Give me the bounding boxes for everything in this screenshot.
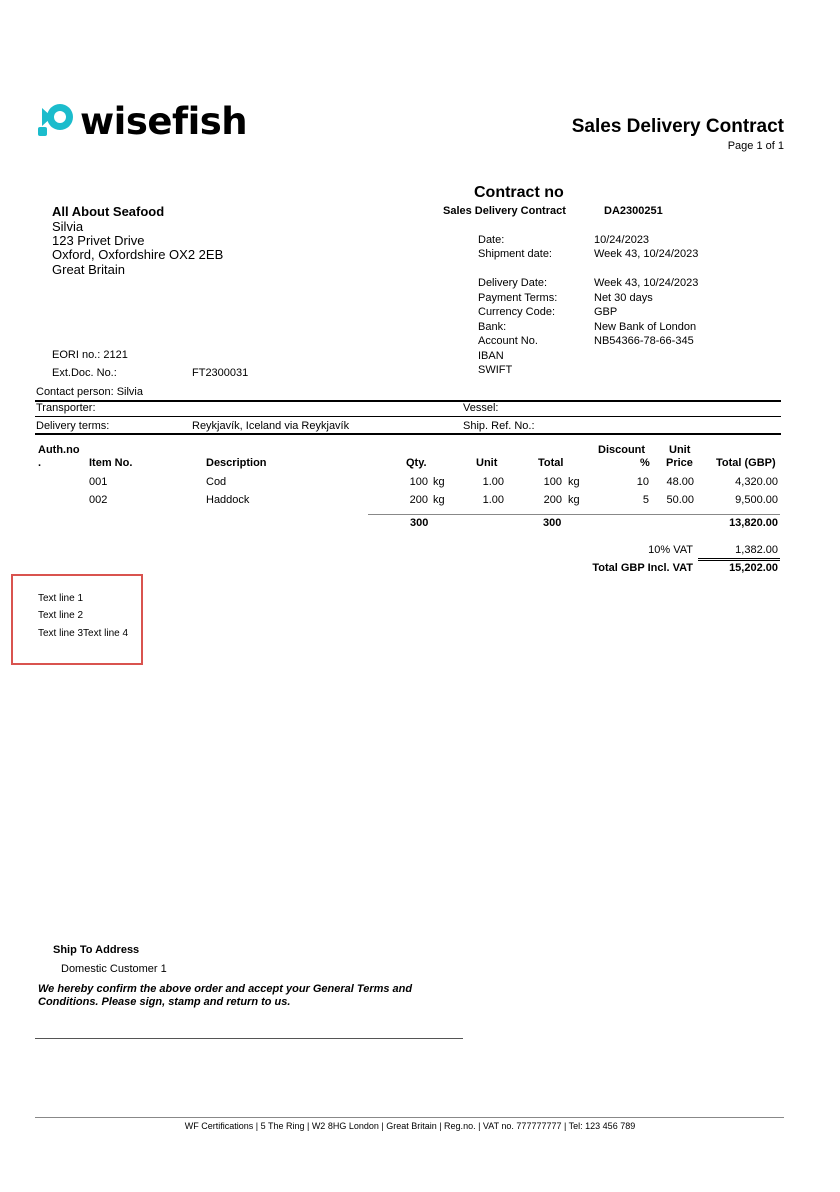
cell-description: Haddock	[206, 494, 250, 506]
ship-to-value: Domestic Customer 1	[61, 963, 167, 975]
divider	[35, 433, 781, 435]
cell-qty: 100	[409, 476, 428, 488]
transporter-label: Transporter:	[36, 402, 96, 414]
cell-amount: 4,320.00	[735, 476, 778, 488]
cell-qty-unit: kg	[433, 494, 445, 506]
ship-to-label: Ship To Address	[53, 944, 140, 956]
cell-item: 002	[89, 494, 108, 506]
detail-label: IBAN	[478, 350, 504, 362]
cell-unit: 1.00	[482, 494, 504, 506]
detail-value: NB54366-78-66-345	[594, 335, 694, 347]
cell-total-unit: kg	[568, 494, 580, 506]
page-number: Page 1 of 1	[727, 140, 784, 152]
cell-amount: 9,500.00	[735, 494, 778, 506]
col-description: Description	[206, 457, 267, 469]
detail-value: GBP	[594, 306, 618, 318]
logo-wordmark: wisefish	[80, 100, 248, 143]
col-item: Item No.	[89, 457, 133, 469]
cell-discount: 10	[636, 476, 649, 488]
divider	[368, 514, 780, 515]
customer-street: 123 Privet Drive	[52, 233, 145, 248]
sum-qty: 300	[410, 517, 429, 529]
detail-label: Payment Terms:	[478, 292, 558, 304]
col-auth-dot: .	[38, 457, 42, 469]
cell-qty-unit: kg	[433, 476, 445, 488]
cell-total-unit: kg	[568, 476, 580, 488]
grand-total-amount: 15,202.00	[729, 562, 778, 574]
detail-label: Date:	[478, 234, 505, 246]
detail-label: SWIFT	[478, 364, 513, 376]
detail-value: New Bank of London	[594, 321, 697, 333]
document-title: Sales Delivery Contract	[571, 116, 784, 137]
cell-unit: 1.00	[482, 476, 504, 488]
cell-qty: 200	[409, 494, 428, 506]
contract-number: DA2300251	[604, 205, 663, 217]
detail-value: Week 43, 10/24/2023	[594, 277, 699, 289]
col-unit-price: Unit	[669, 444, 691, 456]
cell-total: 100	[543, 476, 562, 488]
ext-doc-value: FT2300031	[192, 367, 249, 379]
detail-label: Account No.	[478, 335, 538, 347]
vat-label: 10% VAT	[648, 544, 693, 556]
col-qty: Qty.	[406, 457, 427, 469]
detail-value: Week 43, 10/24/2023	[594, 248, 699, 260]
footer-text: WF Certifications | 5 The Ring | W2 8HG London | Great Britain | Reg.no. | VAT no. 777777777 | Tel: 123 456 789	[184, 1121, 636, 1131]
customer-city: Oxford, Oxfordshire OX2 2EB	[52, 247, 224, 262]
detail-label: Currency Code:	[478, 306, 556, 318]
col-unit: Unit	[476, 457, 498, 469]
delivery-terms-value: Reykjavík, Iceland via Reykjavík	[192, 420, 350, 432]
col-auth: Auth.no	[38, 444, 80, 456]
sum-amount: 13,820.00	[729, 517, 778, 529]
delivery-terms-label: Delivery terms:	[36, 420, 110, 432]
detail-label: Shipment date:	[478, 248, 552, 260]
col-discount: Discount	[598, 444, 646, 456]
detail-value: 10/24/2023	[594, 234, 650, 246]
confirmation-text: Conditions. Please sign, stamp and return to us.	[38, 996, 291, 1008]
divider	[35, 400, 781, 402]
vat-amount: 1,382.00	[735, 544, 778, 556]
divider	[698, 560, 780, 561]
contact-person: Contact person: Silvia	[36, 386, 143, 398]
sum-total: 300	[543, 517, 562, 529]
cell-total: 200	[543, 494, 562, 506]
cell-item: 001	[89, 476, 108, 488]
footer-divider	[35, 1117, 784, 1118]
col-total-gbp: Total (GBP)	[716, 457, 776, 469]
customer-country: Great Britain	[52, 262, 125, 277]
ext-doc-label: Ext.Doc. No.:	[52, 367, 117, 379]
eori-number: EORI no.: 2121	[52, 349, 128, 361]
fish-logo-icon	[38, 99, 78, 139]
text-line: Text line 2	[38, 610, 84, 621]
grand-total-label: Total GBP Incl. VAT	[592, 562, 693, 574]
contract-type-label: Sales Delivery Contract	[443, 205, 566, 217]
cell-discount: 5	[642, 494, 649, 506]
ship-ref-label: Ship. Ref. No.:	[463, 420, 535, 432]
customer-name: All About Seafood	[52, 204, 165, 219]
detail-label: Delivery Date:	[478, 277, 548, 289]
signature-line	[35, 1038, 463, 1039]
col-unit-price: Price	[666, 457, 693, 469]
cell-price: 50.00	[666, 494, 694, 506]
detail-value: Net 30 days	[594, 292, 653, 304]
col-discount-pct: %	[640, 457, 650, 469]
detail-label: Bank:	[478, 321, 507, 333]
customer-contact: Silvia	[52, 219, 84, 234]
cell-description: Cod	[206, 476, 227, 488]
text-line: Text line 3Text line 4	[38, 628, 129, 639]
text-line: Text line 1	[38, 593, 84, 604]
confirmation-text: We hereby confirm the above order and accept your General Terms and	[38, 983, 413, 995]
contract-heading: Contract no	[474, 184, 564, 201]
divider	[35, 416, 781, 417]
vessel-label: Vessel:	[463, 402, 499, 414]
cell-price: 48.00	[666, 476, 694, 488]
divider	[698, 558, 780, 559]
col-total: Total	[538, 457, 564, 469]
